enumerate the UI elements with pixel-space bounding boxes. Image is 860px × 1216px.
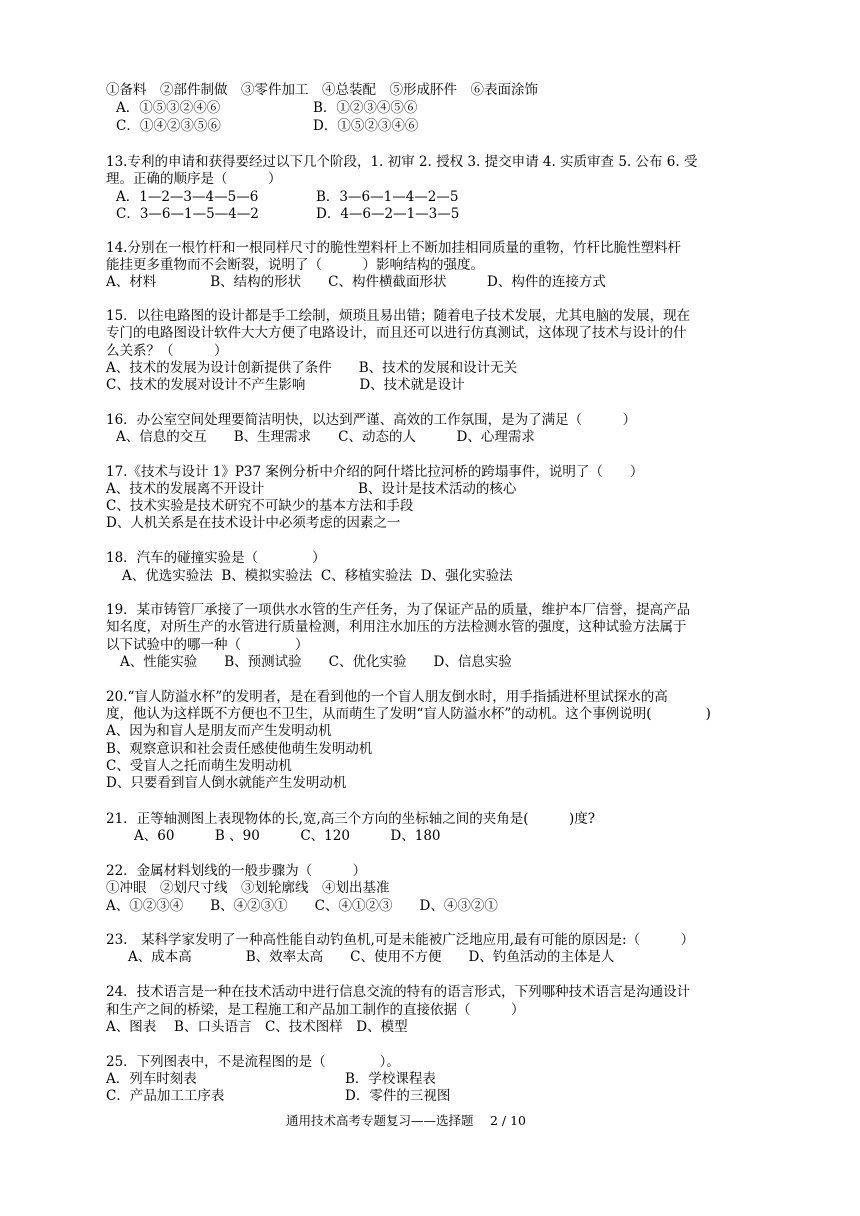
q13-option-d: D．4—6—2—1—3—5: [316, 206, 460, 222]
q17-option-c: C、技术实验是技术研究不可缺少的基本方法和手段: [106, 498, 414, 514]
q15-stem-cont-1: 专门的电路图设计软件大大方便了电路设计，而且还可以进行仿真测试，这体现了技术与设计的什: [106, 325, 687, 341]
q13-option-a: A．1—2—3—4—5—6: [116, 189, 259, 205]
q14-options: A、材料 B、结构的形状 C、构件横截面形状 D、构件的连接方式: [106, 274, 606, 290]
q25-stem: 25．下列图表中，不是流程图的是（ ）。: [106, 1054, 400, 1070]
q12-option-b: B．①②③④⑤⑥: [313, 100, 418, 116]
q15-stem-cont-2: 么关系？（ ）: [106, 343, 228, 359]
q25-option-c: C．产品加工工序表: [106, 1088, 225, 1104]
q25-option-b: B．学校课程表: [345, 1071, 436, 1087]
q12-options-list: ①备料 ②部件制做 ③零件加工 ④总装配 ⑤形成肧件 ⑥表面涂饰: [106, 82, 538, 98]
q18-stem: 18．汽车的碰撞实验是（ ）: [106, 550, 326, 566]
q15-options-ab: A、技术的发展为设计创新提供了条件 B、技术的发展和设计无关: [106, 360, 518, 376]
q25-option-a: A．列车时刻表: [106, 1071, 197, 1087]
q20-option-c: C、受盲人之托而萌生发明动机: [106, 758, 292, 774]
q15-stem: 15．以往电路图的设计都是手工绘制，烦琐且易出错；随着电子技术发展，尤其电脑的发展，现在: [106, 308, 691, 324]
page-footer: 通用技术高考专题复习——选择题 2 / 10: [286, 1113, 526, 1128]
q22-steps: ①冲眼 ②划尺寸线 ③划轮廓线 ④划出基准: [106, 880, 390, 896]
q17-option-b: B、设计是技术活动的核心: [358, 481, 517, 497]
q20-stem-cont: 度，他认为这样既不方便也不卫生，从而萌生了发明“盲人防溢水杯”的动机。这个事例说明( ): [106, 706, 711, 722]
q19-stem: 19．某市铸管厂承接了一项供水水管的生产任务，为了保证产品的质量，维护本厂信誉，提高产品: [106, 602, 691, 618]
q16-options: A、信息的交互 B、生理需求 C、动态的人 D、心理需求: [116, 429, 535, 445]
q14-stem: 14.分别在一根竹杆和一根同样尺寸的脆性塑料杆上不断加挂相同质量的重物，竹杆比脆性塑料杆: [106, 240, 681, 256]
q23-options: A、成本高 B、效率太高 C、使用不方便 D、钓鱼活动的主体是人: [128, 949, 615, 965]
q13-stem: 13.专利的申请和获得要经过以下几个阶段，1. 初审 2. 授权 3. 提交申请 4. 实质审查 5. 公布 6. 受: [106, 154, 698, 170]
q24-stem-cont: 和生产之间的桥梁，是工程施工和产品加工制作的直接依据（ ）: [106, 1002, 525, 1018]
q23-stem: 23. 某科学家发明了一种高性能自动钓鱼机,可是未能被广泛地应用,最有可能的原因是:（ ）: [106, 932, 695, 948]
q17-stem: 17.《技术与设计 1》P37 案例分析中介绍的阿什塔比拉河桥的跨塌事件，说明了（ ）: [106, 464, 644, 480]
q13-option-c: C．3—6—1—5—4—2: [116, 206, 259, 222]
q20-option-b: B、观察意识和社会责任感使他萌生发明动机: [106, 741, 373, 757]
q12-option-a: A．①⑤③②④⑥: [116, 100, 221, 116]
q24-options: A、图表 B、口头语言 C、技术图样 D、模型: [106, 1019, 408, 1035]
q13-stem-cont: 理。正确的顺序是（ ）: [106, 171, 282, 187]
q19-options: A、性能实验 B、预测试验 C、优化实验 D、信息实验: [120, 654, 512, 670]
q15-options-cd: C、技术的发展对设计不产生影响 D、技术就是设计: [106, 377, 465, 393]
q14-stem-cont: 能挂更多重物而不会断裂，说明了（ ）影响结构的强度。: [106, 257, 484, 273]
q20-option-d: D、只要看到盲人倒水就能产生发明动机: [106, 775, 347, 791]
q19-stem-cont-2: 以下试验中的哪一种（ ）: [106, 637, 309, 653]
q22-options: A、①②③④ B、④②③① C、④①②③ D、④③②①: [106, 898, 498, 914]
q22-stem: 22．金属材料划线的一般步骤为（ ）: [106, 863, 367, 879]
q17-option-a: A、技术的发展离不开设计: [106, 481, 265, 497]
q24-stem: 24．技术语言是一种在技术活动中进行信息交流的特有的语言形式，下列哪种技术语言是沟通设计: [106, 984, 691, 1000]
q12-option-c: C．①④②③⑤⑥: [116, 118, 221, 134]
q12-option-d: D．①⑤②③④⑥: [313, 118, 419, 134]
q21-stem: 21．正等轴测图上表现物体的长,宽,高三个方向的坐标轴之间的夹角是( )度?: [106, 811, 596, 827]
q16-stem: 16．办公室空间处理要简洁明快，以达到严谨、高效的工作氛围，是为了满足（ ）: [106, 412, 637, 428]
q21-options: A、60 B 、90 C、120 D、180: [134, 828, 441, 844]
q18-options: A、优选实验法 B、模拟实验法 C、移植实验法 D、强化实验法: [122, 568, 513, 584]
q17-option-d: D、人机关系是在技术设计中必须考虑的因素之一: [106, 515, 401, 531]
q20-option-a: A、因为和盲人是朋友而产生发明动机: [106, 723, 332, 739]
q19-stem-cont-1: 知名度，对所生产的水管进行质量检测，利用注水加压的方法检测水管的强度，这种试验方法属于: [106, 619, 687, 635]
q25-option-d: D．零件的三视图: [345, 1088, 451, 1104]
q13-option-b: B．3—6—1—4—2—5: [316, 189, 459, 205]
q20-stem: 20.“盲人防溢水杯”的发明者，是在看到他的一个盲人朋友倒水时，用手指插进杯里试探水的高: [106, 689, 668, 705]
